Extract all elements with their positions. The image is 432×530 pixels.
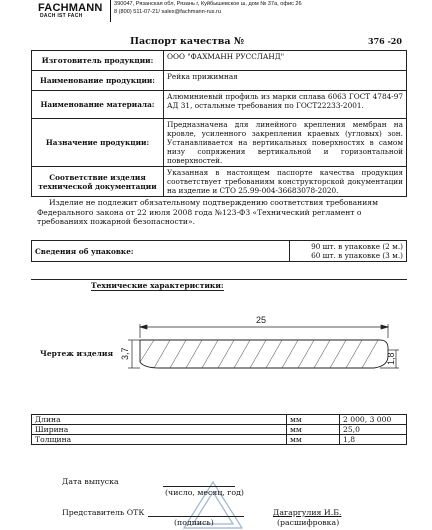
fachmann-logo [38, 2, 103, 19]
header-divider [110, 0, 111, 22]
drawing-label: Чертеж изделия [40, 349, 113, 358]
manufacturer-value: ООО "ФАХМАНН РУССЛАНД" [164, 51, 407, 71]
right-dim-text: 1,8 [386, 352, 396, 365]
packaging-value [290, 241, 407, 262]
spec-name: Длина [32, 415, 287, 425]
packaging-line: 60 шт. в упаковке (3 м.) [311, 251, 403, 260]
table-row [32, 425, 407, 435]
profile-drawing [110, 298, 400, 398]
table-row [32, 241, 407, 262]
profile-shape [140, 340, 388, 368]
purpose-value: Предназначена для линейного крепления мембран на кровле, усиленного закрепления краевых (угловых) зон. Устанавливается на вертикальных поверхностях в самом низу сопряжения вертикальной и горизонтальной поверхностей. [164, 119, 407, 167]
spec-value: 2 000, 3 000 [340, 415, 407, 425]
spec-unit: мм [287, 435, 340, 445]
specifications-table [31, 414, 407, 445]
release-date-line [163, 486, 235, 487]
tech-heading: Технические характеристики: [91, 281, 224, 290]
otk-name-hint: (расшифровка) [277, 518, 340, 527]
width-arrow-right [381, 325, 388, 329]
document-header [0, 0, 432, 26]
document-number: 376 -20 [368, 36, 402, 46]
product-name-label: Наименование продукции: [32, 71, 164, 91]
address-line: 390047, Рязанская обл, Рязань г, Куйбышевское ш, дом № 37а, офис 26 [114, 1, 302, 7]
spec-unit: мм [287, 425, 340, 435]
otk-signature-line [148, 516, 244, 517]
otk-signature-hint: (подпись) [174, 518, 214, 527]
table-row [32, 71, 407, 91]
document-title: Паспорт качества № [130, 36, 245, 47]
product-info-table [31, 50, 407, 197]
profile-hatching [140, 340, 378, 368]
otk-label: Представитель ОТК [62, 508, 145, 517]
release-date-label: Дата выпуска [62, 477, 119, 486]
width-arrow-left [140, 325, 147, 329]
compliance-value: Указанная в настоящем паспорте качества продукция соответствует требованиям конструкторской документации на изделие и СТО 25.99-004-36683078-2020. [164, 167, 407, 197]
left-dim-text: 3,7 [120, 347, 130, 360]
table-row [32, 435, 407, 445]
material-value: Алюминиевый профиль из марки сплава 6063 ГОСТ 4784-97 АД 31, остальные требования по ГОСТ22233-2001. [164, 91, 407, 119]
material-label: Наименование материала: [32, 91, 164, 119]
table-row [32, 51, 407, 71]
table-row [32, 415, 407, 425]
purpose-label: Назначение продукции: [32, 119, 164, 167]
table-row [32, 119, 407, 167]
packaging-label: Сведения об упаковке: [32, 241, 290, 262]
width-dim-text: 25 [256, 315, 267, 325]
contact-line: 8 (800) 511-07-21/ sales@fachmann-rus.ru [114, 9, 221, 15]
company-address [114, 0, 302, 16]
manufacturer-label: Изготовитель продукции: [32, 51, 164, 71]
packaging-line: 90 шт. в упаковке (2 м.) [311, 242, 403, 251]
logo-tagline: DACH IST FACH [40, 13, 83, 19]
packaging-table [31, 240, 407, 262]
table-row [32, 91, 407, 119]
product-name-value: Рейка прижимная [164, 71, 407, 91]
release-date-hint: (число, месяц, год) [165, 488, 244, 497]
spec-value: 1,8 [340, 435, 407, 445]
fire-safety-notice: Изделие не подлежит обязательному подтверждению соответствия требованиям Федерального закона от 22 июля 2008 года №123-ФЗ «Технический регламент о требованиях пожарной безопасности». [37, 198, 378, 226]
logo-brand: FACHMANN [38, 2, 103, 14]
spec-value: 25,0 [340, 425, 407, 435]
table-row [32, 167, 407, 197]
compliance-label: Соответствие изделия технической документации [32, 167, 164, 197]
spec-unit: мм [287, 415, 340, 425]
spec-name: Толщина [32, 435, 287, 445]
tech-section-header [31, 279, 407, 292]
otk-name: Дагаргулия И.Б. [273, 508, 342, 517]
spec-name: Ширина [32, 425, 287, 435]
